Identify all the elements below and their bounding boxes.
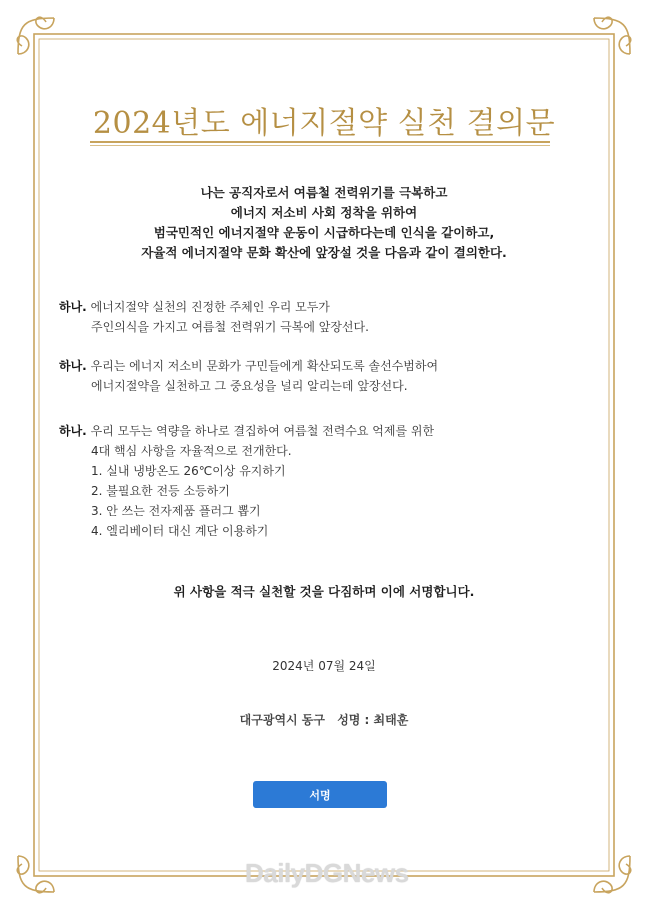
intro-line: 나는 공직자로서 여름철 전력위기를 극복하고 <box>200 185 448 200</box>
resolution-marker: 하나. <box>59 300 87 314</box>
title-divider-thin <box>90 145 550 146</box>
resolution-text: 주인의식을 가지고 여름철 전력위기 극복에 앞장선다. <box>91 320 369 334</box>
resolution-marker: 하나. <box>59 424 87 438</box>
resolution-marker: 하나. <box>59 359 87 373</box>
list-item: 1. 실내 냉방온도 26℃이상 유지하기 <box>91 464 286 478</box>
document-date: 2024년 07월 24일 <box>272 659 376 673</box>
resolution-text: 4대 핵심 사항을 자율적으로 전개한다. <box>91 444 292 458</box>
document-title: 2024년도 에너지절약 실천 결의문 <box>92 106 556 141</box>
list-item: 3. 안 쓰는 전자제품 플러그 뽑기 <box>91 504 261 518</box>
list-item: 4. 엘리베이터 대신 계단 이용하기 <box>91 524 269 538</box>
resolution-text: 우리는 에너지 저소비 문화가 구민들에게 확산되도록 솔선수범하여 <box>90 359 439 373</box>
closing-statement: 위 사항을 적극 실천할 것을 다짐하며 이에 서명합니다. <box>173 584 475 599</box>
watermark-logo: DailyDGNews <box>245 858 409 888</box>
resolution-text: 에너지절약 실천의 진정한 주체인 우리 모두가 <box>90 300 330 314</box>
resolution-2 <box>59 356 599 396</box>
list-item: 2. 불필요한 전등 소등하기 <box>91 484 230 498</box>
signer-info <box>0 711 648 728</box>
resolution-text: 우리 모두는 역량을 하나로 결집하여 여름철 전력수요 억제를 위한 <box>90 424 435 438</box>
intro-paragraph <box>0 183 648 263</box>
resolution-3 <box>59 421 599 541</box>
resolution-1 <box>59 297 599 337</box>
intro-line: 범국민적인 에너지절약 운동이 시급하다는데 인식을 같이하고, <box>153 225 495 240</box>
sign-button[interactable]: 서명 <box>253 781 387 808</box>
title-divider <box>90 141 550 143</box>
signer-name: 성명 : 최태훈 <box>337 713 409 727</box>
resolution-text: 에너지절약을 실천하고 그 중요성을 널리 알리는데 앞장선다. <box>91 379 408 393</box>
intro-line: 에너지 저소비 사회 정착을 위하여 <box>230 205 418 220</box>
signer-organization: 대구광역시 동구 <box>239 713 325 727</box>
intro-line: 자율적 에너지절약 문화 확산에 앞장설 것을 다음과 같이 결의한다. <box>141 245 507 260</box>
